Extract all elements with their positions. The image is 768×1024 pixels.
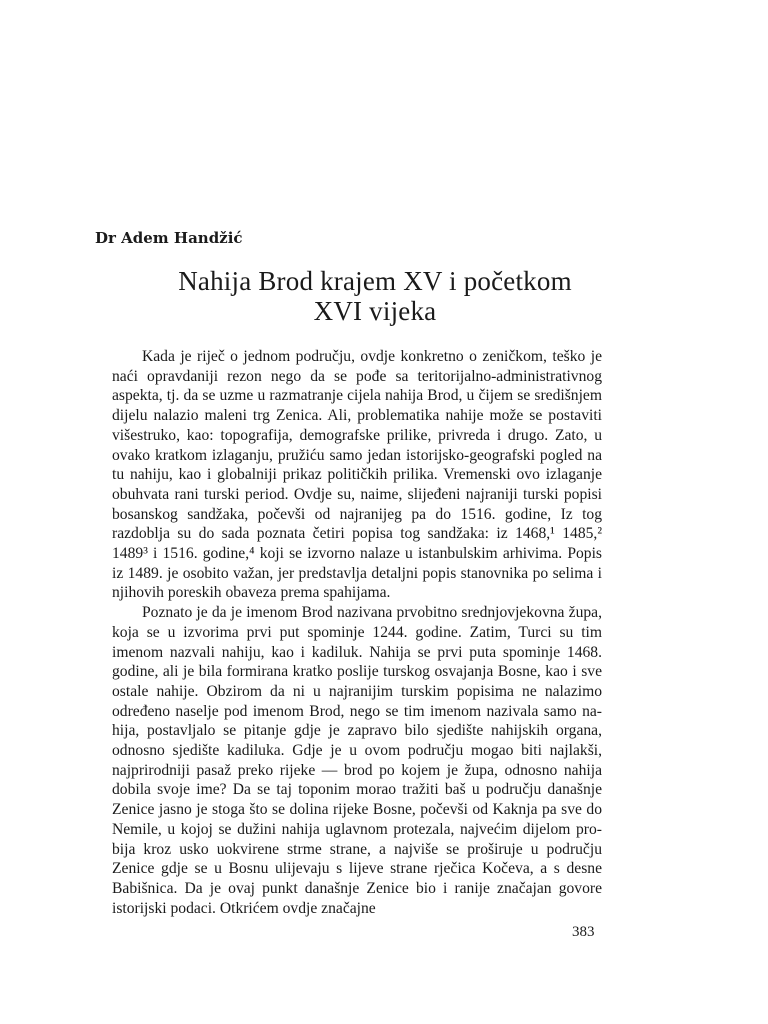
article-body — [112, 347, 602, 918]
article-title — [95, 266, 655, 326]
author-name: Dr Adem Handžić — [95, 229, 243, 247]
paragraph-2: Poznato je da je imenom Brod nazivana prvobitno srednjovjekovna župa, koja se u izvorima prvi put spominje 1244. godine. Zatim, Turci su tim imenom nazvali nahiju, kao i kadiluk. Nahija se prvi puta spominje 1468. godine, ali je bila formirana kratko poslije turskog osvajanja Bosne, kao i sve ostale nahije. Obzirom da ni u najranijim turskim popisima ne nalazimo određeno naselje pod imenom Brod, nego se tim imenom nazivala samo nahija, postavljalo se pitanje gdje je zapravo bilo sjedište nahijskih organa, odnosno sjedište kadiluka. Gdje je u ovom području mogao biti najlakši, najprirodniji pasaž preko rijeke — brod po kojem je župa, odnosno nahija dobila svoje ime? Da se taj toponim morao tražiti baš u području današnje Zenice jasno je stoga što se dolina rijeke Bosne, počevši od Kaknja pa sve do Nemile, u kojoj se dužini nahija uglavnom protezala, najvećim dijelom probija kroz usko uokvirene strme strane, a najviše se proširuje u području Zenice gdje se u Bosnu ulijevaju s lijeve strane rječica Kočeva, a s desne Babišnica. Da je ovaj punkt današnje Zenice bio i ranije značajan govore istorijski podaci. Otkrićem ovdje značajne — [112, 604, 602, 917]
title-line-1: Nahija Brod krajem XV i početkom — [178, 266, 572, 296]
page-number: 383 — [572, 924, 595, 940]
title-line-2: XVI vijeka — [313, 296, 437, 326]
paragraph-1: Kada je riječ o jednom području, ovdje konkretno o zeničkom, teško je naći opravdaniji rezon nego da se pođe sa teritorijalno-administrativnog aspekta, tj. da se uzme u razmatranje cijela nahija Brod, u čijem se središnjem dijelu nalazio maleni trg Zenica. Ali, problematika nahije može se postaviti višestruko, kao: topografija, demografske prilike, privreda i drugo. Zato, u ovako kratkom izlaganju, pružiću samo jedan istorijsko-geografski pogled na tu nahiju, kao i globalniji prikaz političkih prilika. Vremenski ovo izlaganje obuhvata rani turski period. Ovdje su, naime, slijeđeni najraniji turski popisi bosanskog sandžaka, počevši od najranijeg pa do 1516. godine, Iz tog razdoblja su do sada poznata četiri popisa tog sandžaka: iz 1468,¹ 1485,² 1489³ i 1516. godine,⁴ koji se izvorno nalaze u istanbulskim arhivima. Popis iz 1489. je osobito važan, jer predstavlja detaljni popis stanovnika po selima i njihovih poreskih obaveza prema spahijama. — [112, 348, 602, 602]
